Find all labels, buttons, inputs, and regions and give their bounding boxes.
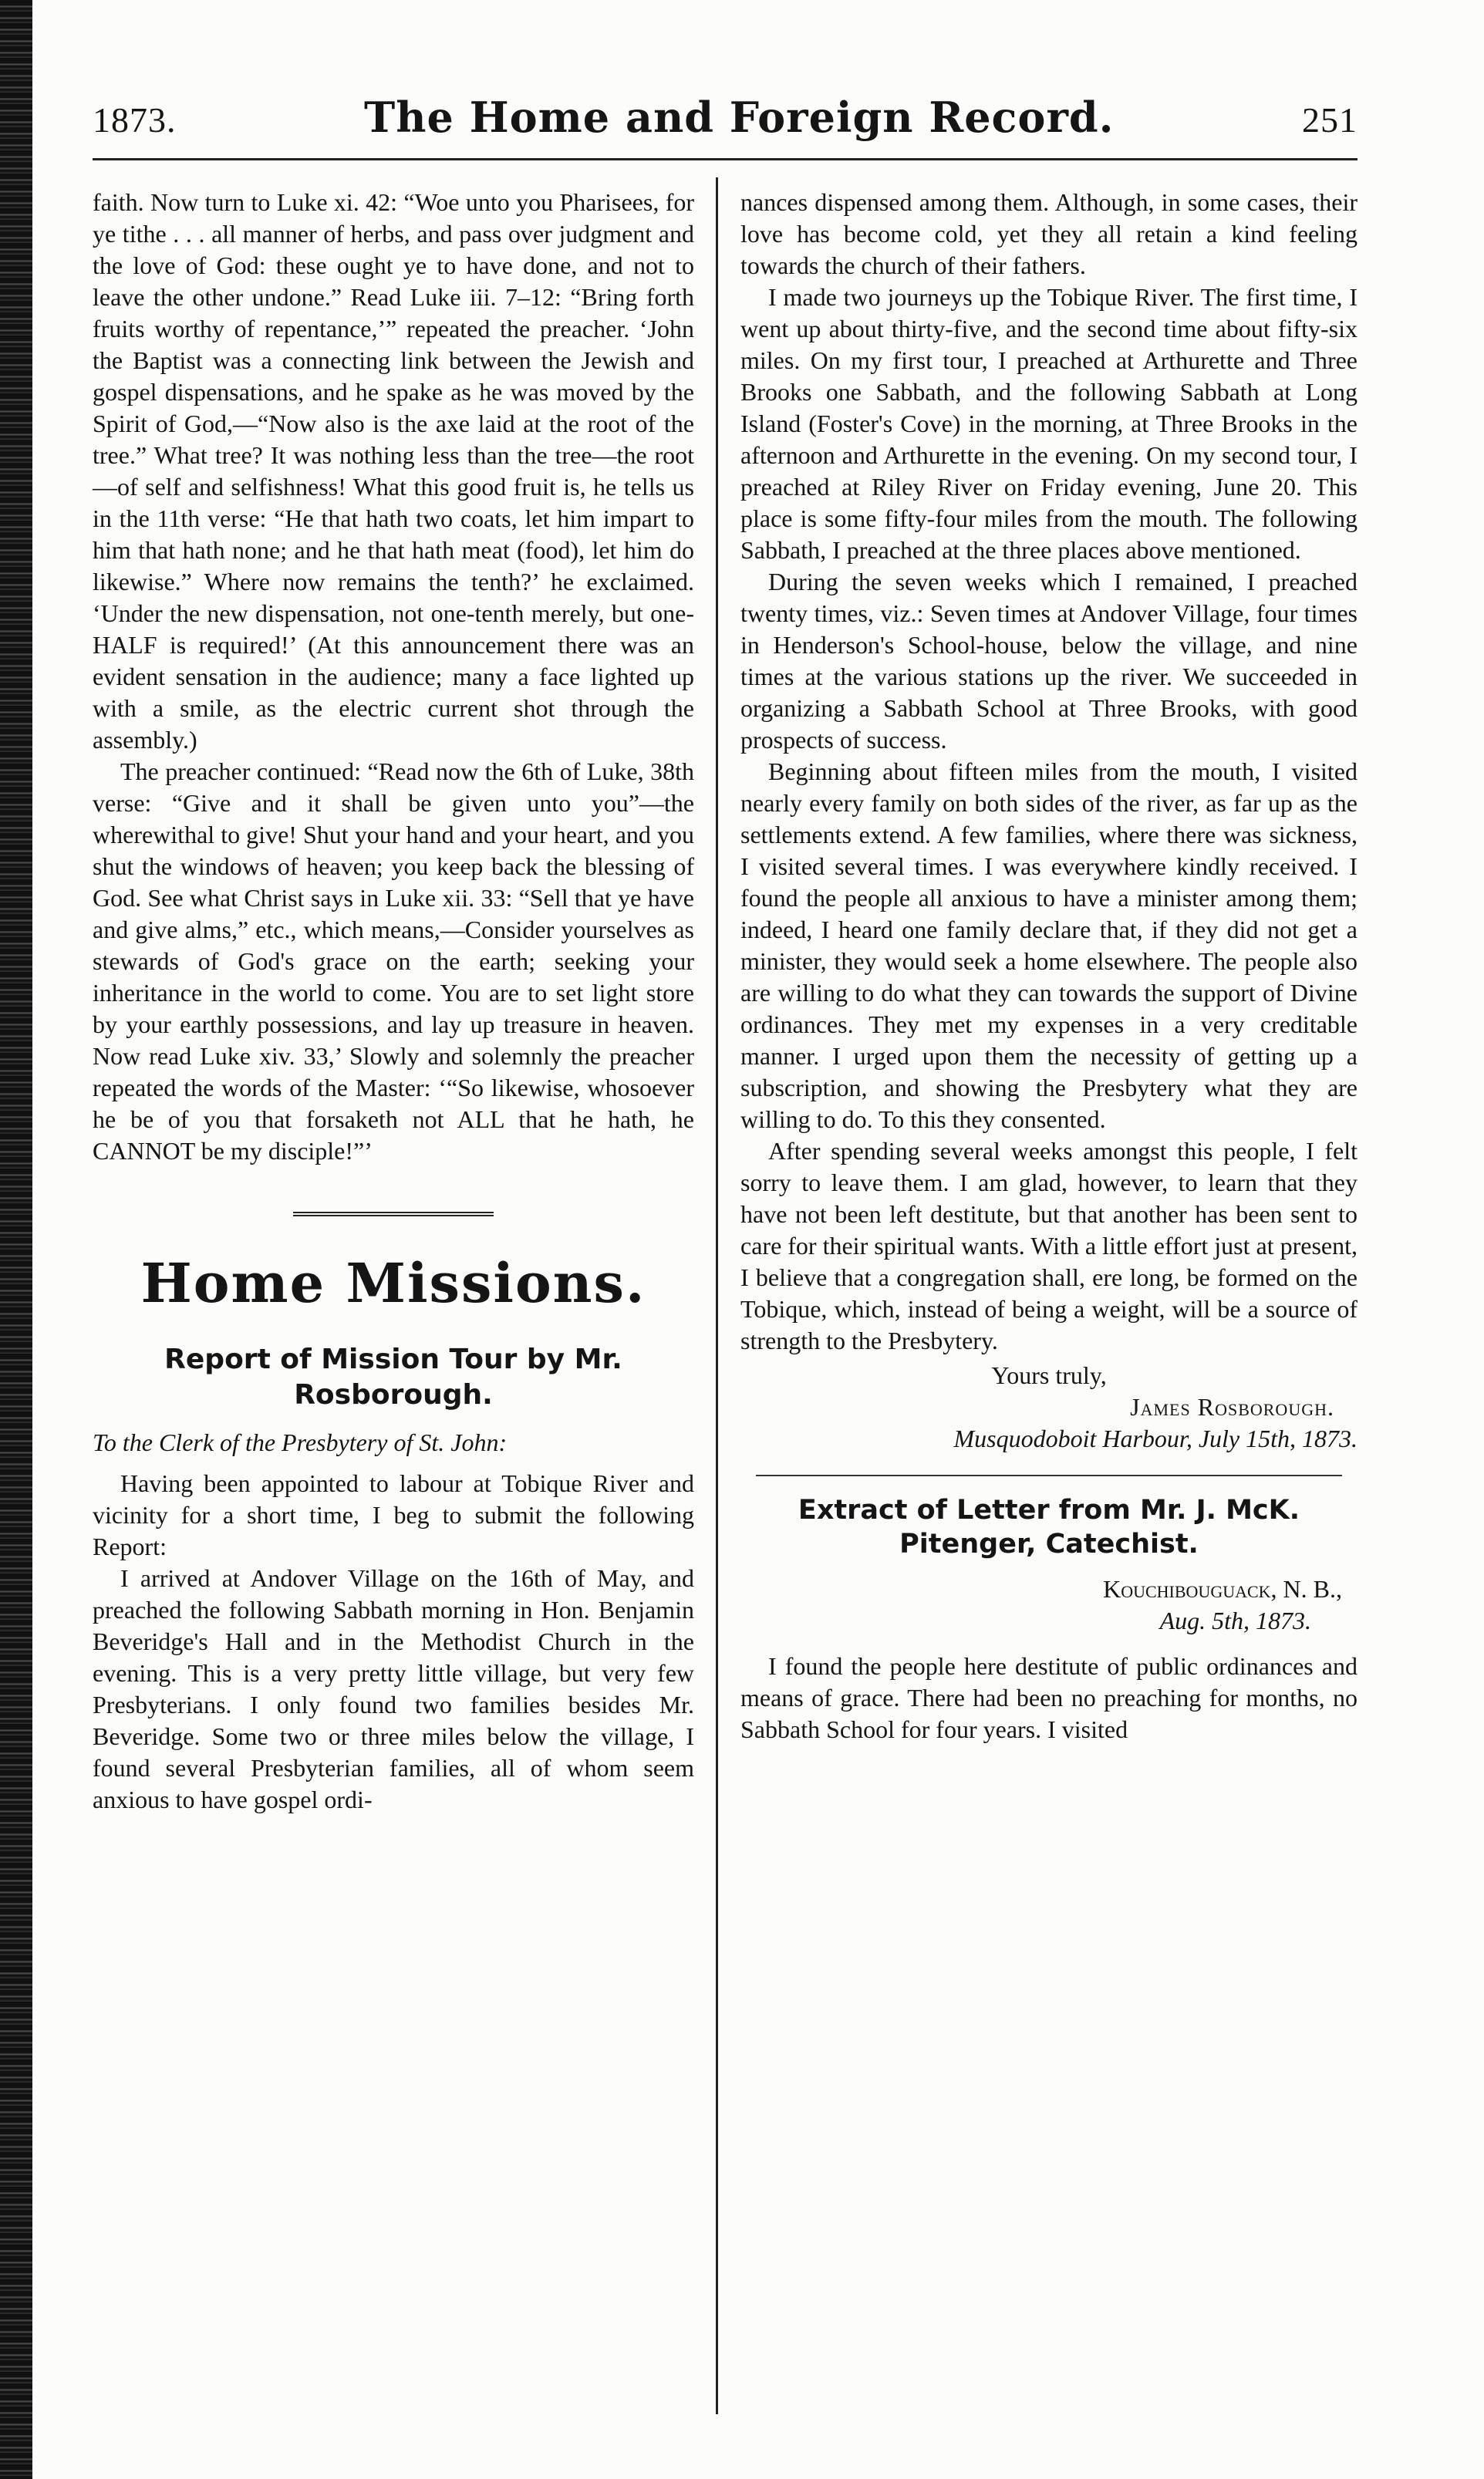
letter-address: Kouchibouguack, N. B., [1103, 1575, 1342, 1603]
closing-line: Yours truly, [991, 1361, 1107, 1389]
body-paragraph: Beginning about fifteen miles from the mouth, I visited nearly every family on both sides of the river, as far up as the settlements extend. A few families, where there was sickness, I visited several times. I was everywhere kindly received. I found the people all anxious to have a minister among them; indeed, I heard one family declare that, if they did not get a minister, they would seek a home elsewhere. The people also are willing to do what they can towards the support of Divine ordinances. They met my expenses in a very creditable manner. I urged upon them the necessity of getting up a subscription, and showing the Presbytery what they are willing to do. To this they consented. [740, 757, 1358, 1133]
section-divider [293, 1212, 494, 1216]
body-paragraph: faith. Now turn to Luke xi. 42: “Woe unto you Pharisees, for ye tithe . . . all manner of herbs, and pass over judgment and the love of God: these ought ye to have done, and not to leave the other undone.” Read Luke iii. 7–12: “Bring forth fruits worthy of repentance,’” repeated the preacher. ‘John the Baptist was a connecting link between the Jewish and gospel dispensations, and he spake as he was moved by the Spirit of God,—“Now also is the axe laid at the root of the tree.” What tree? It was nothing less than the tree—the root—of self and selfishness! What this good fruit is, he tells us in the 11th verse: “He that hath two coats, let him impart to him that hath none; and he that hath meat (food), let him do likewise.” Where now remains the tenth?’ he exclaimed. ‘Under the new dispensation, not one-tenth merely, but one-HALF is required!’ (At this announcement there was an evident sensation in the audience; many a face lighted up with a smile, as the electric current shot through the assembly.) [93, 188, 694, 754]
article-divider [756, 1475, 1342, 1476]
body-paragraph: After spending several weeks amongst this people, I felt sorry to leave them. I am glad, however, to learn that they have not been left destitute, but that another has been sent to care for their spiritual wants. With a little effort just at present, I believe that a congregation shall, ere long, be formed on the Tobique, which, instead of being a weight, will be a source of strength to the Presbytery. [740, 1137, 1358, 1354]
journal-title: The Home and Foreign Record. [364, 93, 1115, 142]
article-title: Extract of Letter from Mr. J. McK. Pitenger, Catechist. [798, 1495, 1300, 1560]
article-title: Report of Mission Tour by Mr. Rosborough. [164, 1344, 622, 1411]
body-paragraph: I found the people here destitute of public ordinances and means of grace. There had been no preaching for months, no Sabbath School for four years. I visited [740, 1652, 1358, 1743]
section-title: Home Missions. [140, 1251, 646, 1315]
body-paragraph: nances dispensed among them. Although, in some cases, their love has become cold, yet they all retain a kind feeling towards the church of their fathers. [740, 188, 1358, 279]
left-column [93, 187, 694, 1816]
header-rule [93, 158, 1358, 160]
signature: James Rosborough. [1130, 1393, 1334, 1421]
body-paragraph: The preacher continued: “Read now the 6th of Luke, 38th verse: “Give and it shall be given unto you”—the wherewithal to give! Shut your hand and your heart, and you shut the windows of heaven; you keep back the blessing of God. See what Christ says in Luke xii. 33: “Sell that ye have and give alms,” etc., which means,—Consider yourselves as stewards of God's grace on the earth; seeking your inheritance in the world to come. You are to set light store by your earthly possessions, and lay up treasure in heaven. Now read Luke xiv. 33,’ Slowly and solemnly the preacher repeated the words of the Master: ‘“So likewise, whosoever he be of you that forsaketh not ALL that he hath, he CANNOT be my disciple!”’ [93, 757, 694, 1165]
header-year: 1873. [93, 100, 177, 140]
body-paragraph: I made two journeys up the Tobique River. The first time, I went up about thirty-five, and the second time about fifty-six miles. On my first tour, I preached at Arthurette and Three Brooks one Sabbath, and the following Sabbath at Long Island (Foster's Cove) in the morning, at Three Brooks in the afternoon and Arthurette in the evening. On my second tour, I preached at Riley River on Friday evening, June 20. This place is some fifty-four miles from the mouth. The following Sabbath, I preached at the three places above mentioned. [740, 283, 1358, 564]
right-column [740, 187, 1358, 1745]
body-paragraph: I arrived at Andover Village on the 16th of May, and preached the following Sabbath morning in Hon. Benjamin Beveridge's Hall and in the Methodist Church in the evening. This is a very pretty little village, but very few Presbyterians. I only found two families besides Mr. Beveridge. Some two or three miles below the village, I found several Presbyterian families, all of whom seem anxious to have gospel ordi- [93, 1564, 694, 1813]
body-paragraph: Having been appointed to labour at Tobique River and vicinity for a short time, I beg to submit the following Report: [93, 1469, 694, 1560]
page-number: 251 [1301, 100, 1358, 140]
salutation: To the Clerk of the Presbytery of St. John: [93, 1428, 508, 1456]
signature-place-date: Musquodoboit Harbour, July 15th, 1873. [953, 1425, 1358, 1452]
letter-date: Aug. 5th, 1873. [1159, 1607, 1311, 1634]
column-divider [716, 177, 718, 2414]
page-header [93, 93, 1358, 154]
scan-binding-edge [0, 0, 32, 2479]
body-paragraph: During the seven weeks which I remained, I preached twenty times, viz.: Seven times at Andover Village, four times in Henderson's School-house, below the village, and nine times at the various stations up the river. We succeeded in organizing a Sabbath School at Three Brooks, with good prospects of success. [740, 568, 1358, 754]
